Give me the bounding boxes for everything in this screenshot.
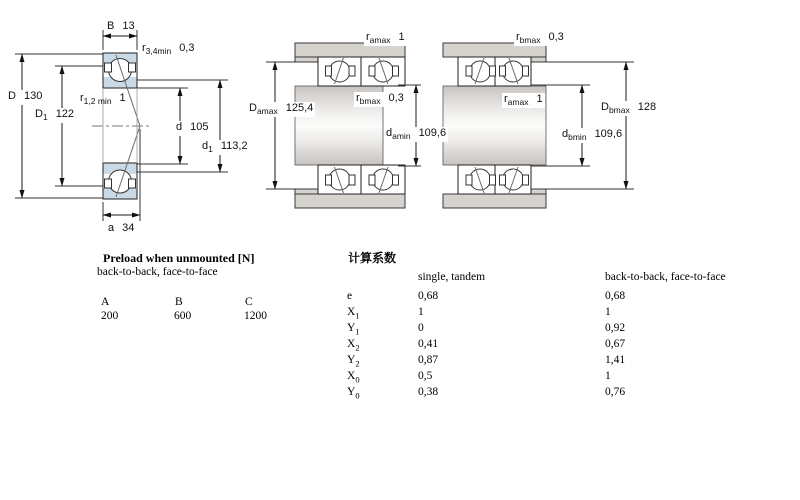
dim-dbmin: $d_{bmin}$ 109,6 bbox=[562, 128, 623, 143]
factor-value-single: 0,41 bbox=[418, 338, 439, 350]
dim-r12min: $r_{1,2 min}$ 1 bbox=[80, 92, 126, 107]
dim-ramax-pair-b: $r_{amax}$ 1 bbox=[504, 93, 543, 108]
dim-rbmax-pair-b: $r_{bmax}$ 0,3 bbox=[516, 31, 564, 46]
preload-col-a: A bbox=[101, 296, 110, 308]
dim-damin: $d_{amin}$ 109,6 bbox=[386, 127, 447, 142]
factor-value-single: 0,5 bbox=[418, 370, 433, 382]
dim-outer-diameter-d: D 130 bbox=[6, 90, 44, 105]
dim-dbmax: $D_{bmax}$ 128 bbox=[601, 101, 657, 116]
preload-value-c: 1200 bbox=[244, 310, 267, 322]
dim-pressure-center-a: a 34 bbox=[108, 222, 135, 234]
dim-width-b: B 13 bbox=[107, 20, 135, 32]
factor-label: e bbox=[347, 290, 353, 302]
factor-value-btb: 0,68 bbox=[605, 290, 626, 302]
preload-value-b: 600 bbox=[174, 310, 192, 322]
preload-title: Preload when unmounted [N] bbox=[103, 251, 255, 265]
factor-value-btb: 0,67 bbox=[605, 338, 626, 350]
dim-r34min: $r_{3,4min}$ 0,3 bbox=[142, 42, 195, 57]
dim-ramax-pair-a: $r_{amax}$ 1 bbox=[366, 31, 405, 46]
factor-value-btb: 1,41 bbox=[605, 354, 626, 366]
factor-label: $X_1$ bbox=[347, 306, 360, 321]
factor-value-single: 0,87 bbox=[418, 354, 439, 366]
factor-label: $X_2$ bbox=[347, 338, 360, 353]
factors-title: 计算系数 bbox=[348, 251, 397, 265]
preload-value-a: 200 bbox=[101, 310, 119, 322]
factor-value-btb: 1 bbox=[605, 306, 611, 318]
preload-col-b: B bbox=[175, 296, 183, 308]
factor-value-single: 1 bbox=[418, 306, 424, 318]
dim-bore-d: d 105 bbox=[174, 121, 210, 136]
factor-value-single: 0 bbox=[418, 322, 424, 334]
factor-label: $Y_2$ bbox=[347, 354, 360, 369]
factors-col1-header: single, tandem bbox=[418, 271, 486, 283]
factor-label: $X_0$ bbox=[347, 370, 360, 385]
factor-value-btb: 1 bbox=[605, 370, 611, 382]
factor-value-btb: 0,92 bbox=[605, 322, 626, 334]
factors-col2-header: back-to-back, face-to-face bbox=[605, 271, 726, 283]
pair-back-to-back-figure bbox=[266, 43, 421, 208]
factor-label: $Y_1$ bbox=[347, 322, 360, 337]
pair-face-to-face-figure bbox=[443, 43, 634, 208]
preload-subtitle: back-to-back, face-to-face bbox=[97, 266, 218, 278]
dim-rbmax-pair-a: $r_{bmax}$ 0,3 bbox=[356, 92, 404, 107]
dim-d1-shoulder: $D_1$ 122 bbox=[35, 108, 75, 123]
dim-d1-inner: $d_1$ 113,2 bbox=[202, 140, 248, 155]
factor-value-single: 0,38 bbox=[418, 386, 439, 398]
factor-value-btb: 0,76 bbox=[605, 386, 626, 398]
factor-label: $Y_0$ bbox=[347, 386, 360, 401]
preload-col-c: C bbox=[245, 296, 253, 308]
dim-damax: $D_{amax}$ 125,4 bbox=[249, 102, 314, 117]
factor-value-single: 0,68 bbox=[418, 290, 439, 302]
